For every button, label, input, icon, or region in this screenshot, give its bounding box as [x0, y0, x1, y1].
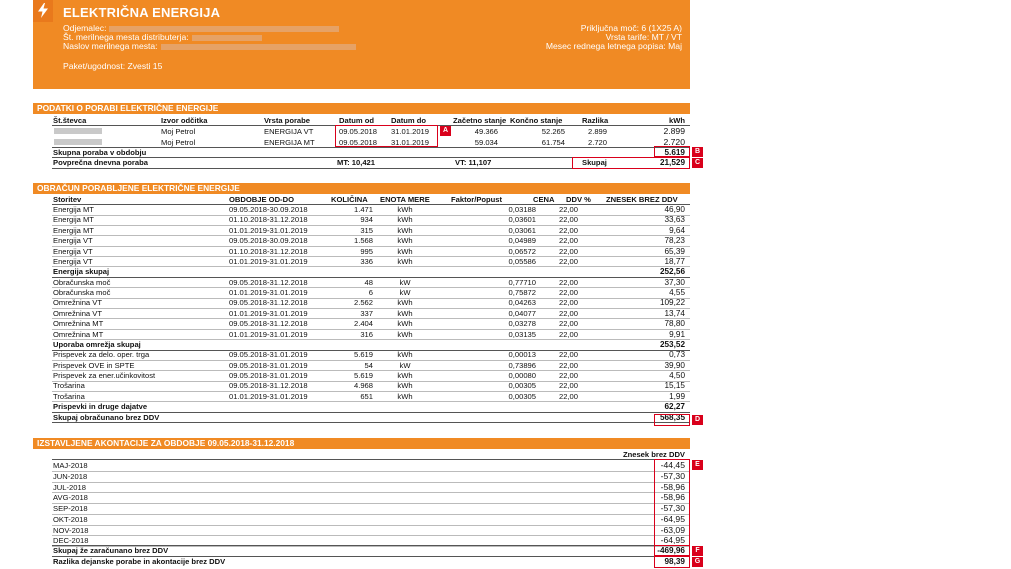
- col-meter: Št.števca: [53, 116, 87, 125]
- table-cell: 2.899: [587, 127, 607, 136]
- table-cell: kWh: [397, 205, 413, 214]
- table-cell: 22,00: [558, 225, 578, 235]
- table-cell: ENERGIJA VT: [264, 127, 314, 136]
- col-date-from: Datum od: [339, 116, 375, 125]
- table-cell: Trošarina: [53, 381, 85, 391]
- col-quantity: KOLIČINA: [331, 195, 368, 204]
- table-cell: 316: [360, 329, 373, 339]
- table-cell: 337: [360, 308, 373, 318]
- table-cell: 2.899: [663, 126, 685, 136]
- table-cell: 39,90: [664, 360, 685, 370]
- table-cell: 2.404: [353, 319, 373, 329]
- table-cell: 09.05.2018: [339, 127, 378, 136]
- advance-month: AVG-2018: [53, 493, 88, 503]
- highlight-box-e: [654, 459, 690, 546]
- table-cell: 5.619: [353, 350, 373, 360]
- table-cell: 0,06572: [508, 246, 536, 256]
- table-cell: Energija MT: [53, 215, 94, 225]
- table-cell: 0,05586: [508, 256, 536, 266]
- table-cell: 01.01.2019-31.01.2019: [229, 256, 308, 266]
- table-cell: 0,00305: [508, 381, 536, 391]
- table-cell: Energija VT: [53, 246, 93, 256]
- advance-amount: -44,45: [660, 460, 685, 470]
- table-cell: Prispevek OVE in SPTE: [53, 360, 135, 370]
- table-cell: kWh: [397, 329, 413, 339]
- table-cell: 934: [360, 215, 373, 225]
- advance-month: DEC-2018: [53, 536, 89, 546]
- table-cell: 4,50: [669, 371, 685, 381]
- table-cell: kWh: [397, 236, 413, 246]
- table-cell: 0,73896: [508, 360, 536, 370]
- highlight-box-b: [654, 146, 690, 157]
- table-cell: 31.01.2019: [391, 138, 430, 147]
- col-period: OBDOBJE OD-DO: [229, 195, 294, 204]
- table-cell: 37,30: [664, 277, 685, 287]
- table-cell: 0,00013: [508, 350, 536, 360]
- table-cell: 78,80: [664, 319, 685, 329]
- table-cell: 2.720: [587, 138, 607, 147]
- table-cell: 09.05.2018-31.12.2018: [229, 277, 308, 287]
- table-cell: kWh: [397, 246, 413, 256]
- row-separator: [52, 535, 690, 536]
- col-date-to: Datum do: [391, 116, 427, 125]
- meter-number-label: Št. merilnega mesta distributerja:: [63, 32, 189, 42]
- table-cell: Energija VT: [53, 236, 93, 246]
- table-cell: 22,00: [558, 256, 578, 266]
- table-cell: 9,64: [669, 225, 685, 235]
- table-cell: kW: [399, 288, 411, 298]
- table-cell: 22,00: [558, 277, 578, 287]
- advance-amount: -64,95: [660, 513, 685, 524]
- table-cell: 4.968: [353, 381, 373, 391]
- total-consumption-value: 5.619: [664, 148, 685, 157]
- tariff-type: Vrsta tarife: MT / VT: [605, 32, 682, 42]
- table-cell: 01.10.2018-31.12.2018: [229, 215, 308, 225]
- lightning-icon: [33, 0, 53, 22]
- table-cell: kWh: [397, 298, 413, 308]
- highlight-box-g: [654, 556, 690, 568]
- row-separator: [52, 401, 690, 402]
- table-cell: 0,00305: [508, 391, 536, 401]
- col-end: Končno stanje: [510, 116, 563, 125]
- table-cell: Obračunska moč: [53, 277, 111, 287]
- highlight-box-c: [572, 157, 690, 169]
- table-cell: 18,77: [664, 256, 685, 266]
- subtotal-cell: Skupaj obračunano brez DDV: [53, 412, 160, 422]
- row-separator: [52, 422, 690, 423]
- table-cell: 0,73: [669, 350, 685, 360]
- table-cell: 0,03601: [508, 215, 536, 225]
- table-cell: 22,00: [558, 371, 578, 381]
- table-cell: 0,00080: [508, 371, 536, 381]
- avg-daily-label: Povprečna dnevna poraba: [53, 158, 148, 167]
- table-cell: Omrežnina VT: [53, 298, 102, 308]
- table-cell: 09.05.2018-31.12.2018: [229, 298, 308, 308]
- redacted-meter: [54, 128, 102, 134]
- avg-mt: MT: 10,421: [337, 158, 375, 167]
- table-cell: 09.05.2018-31.01.2019: [229, 350, 308, 360]
- table-cell: 22,00: [558, 298, 578, 308]
- table-cell: 09.05.2018: [339, 138, 378, 147]
- subtotal-cell: 253,52: [659, 339, 685, 349]
- table-cell: 22,00: [558, 350, 578, 360]
- table-cell: Prispevek za delo. oper. trga: [53, 350, 150, 360]
- table-cell: 65,39: [664, 246, 685, 256]
- avg-total-label: Skupaj: [582, 158, 607, 167]
- table-cell: 0,04077: [508, 308, 536, 318]
- table-cell: Trošarina: [53, 391, 85, 401]
- invoice-header: [33, 0, 690, 89]
- table-cell: 651: [360, 391, 373, 401]
- col-source: Izvor odčitka: [161, 116, 208, 125]
- table-cell: 22,00: [558, 205, 578, 214]
- table-cell: kWh: [397, 308, 413, 318]
- subtotal-cell: Energija skupaj: [53, 267, 110, 277]
- table-cell: kWh: [397, 215, 413, 225]
- difference-value: 98,39: [664, 557, 685, 566]
- table-cell: Omrežnina MT: [53, 319, 104, 329]
- table-cell: 0,03061: [508, 225, 536, 235]
- advance-amount: -57,30: [660, 470, 685, 481]
- advances-total-value: -469,96: [657, 546, 685, 555]
- table-cell: 31.01.2019: [391, 127, 430, 136]
- marker-b: B: [692, 147, 703, 157]
- table-cell: 22,00: [558, 391, 578, 401]
- table-cell: 22,00: [558, 329, 578, 339]
- row-separator: [52, 492, 690, 493]
- table-cell: 09.05.2018-31.12.2018: [229, 381, 308, 391]
- table-cell: kWh: [397, 350, 413, 360]
- advance-amount: -63,09: [660, 524, 685, 535]
- table-cell: 01.01.2019-31.01.2019: [229, 308, 308, 318]
- reading-month: Mesec rednega letnega popisa: Maj: [545, 41, 682, 51]
- table-cell: 48: [364, 277, 373, 287]
- table-cell: kWh: [397, 381, 413, 391]
- table-cell: 22,00: [558, 246, 578, 256]
- table-cell: 336: [360, 256, 373, 266]
- table-cell: 0,03278: [508, 319, 536, 329]
- table-cell: 22,00: [558, 319, 578, 329]
- table-cell: 54: [364, 360, 373, 370]
- table-cell: 01.01.2019-31.01.2019: [229, 288, 308, 298]
- table-cell: 2.562: [353, 298, 373, 308]
- table-cell: 1.471: [353, 205, 373, 214]
- col-service: Storitev: [53, 195, 82, 204]
- table-cell: Omrežnina MT: [53, 329, 104, 339]
- table-cell: 13,74: [664, 308, 685, 318]
- package-label: Paket/ugodnost: Zvesti 15: [63, 61, 163, 71]
- table-cell: Omrežnina VT: [53, 308, 102, 318]
- total-consumption-label: Skupna poraba v obdobju: [53, 148, 147, 157]
- marker-g: G: [692, 557, 703, 567]
- table-cell: Prispevek za ener.učinkovitost: [53, 371, 156, 381]
- table-cell: 22,00: [558, 288, 578, 298]
- marker-f: F: [692, 546, 703, 556]
- connection-power: Priključna moč: 6 (1X25 A): [580, 23, 682, 33]
- subtotal-cell: 568,35: [659, 412, 685, 422]
- advance-amount: -57,30: [660, 503, 685, 513]
- table-cell: kWh: [397, 225, 413, 235]
- row-separator: [52, 339, 690, 340]
- col-factor: Faktor/Popust: [451, 195, 503, 204]
- advance-month: SEP-2018: [53, 504, 88, 513]
- advance-month: MAJ-2018: [53, 461, 88, 470]
- table-cell: 46,90: [664, 205, 685, 214]
- table-cell: 33,63: [664, 215, 685, 225]
- col-kwh: kWh: [668, 116, 685, 125]
- advances-total-label: Skupaj že zaračunano brez DDV: [53, 546, 169, 555]
- highlight-box-d: [654, 414, 690, 426]
- table-cell: 09.05.2018-30.09.2018: [229, 236, 308, 246]
- table-cell: ENERGIJA MT: [264, 138, 315, 147]
- table-cell: 315: [360, 225, 373, 235]
- table-cell: kW: [399, 277, 411, 287]
- marker-d: D: [692, 415, 703, 425]
- advance-month: OKT-2018: [53, 514, 88, 524]
- table-cell: 09.05.2018-31.12.2018: [229, 319, 308, 329]
- table-cell: 22,00: [558, 308, 578, 318]
- table-cell: 0,77710: [508, 277, 536, 287]
- difference-label: Razlika dejanske porabe in akontacije brez DDV: [53, 557, 226, 566]
- table-cell: 01.01.2019-31.01.2019: [229, 329, 308, 339]
- table-cell: kWh: [397, 371, 413, 381]
- table-cell: Energija MT: [53, 205, 94, 214]
- meter-address-label: Naslov merilnega mesta:: [63, 41, 158, 51]
- table-cell: 78,23: [664, 236, 685, 246]
- table-cell: 9,91: [669, 329, 685, 339]
- table-cell: 5.619: [353, 371, 373, 381]
- table-cell: 2.720: [663, 137, 685, 147]
- table-cell: 4,55: [669, 288, 685, 298]
- row-separator: [52, 471, 690, 472]
- section-consumption: PODATKI O PORABI ELEKTRIČNE ENERGIJE: [33, 103, 690, 114]
- table-cell: 09.05.2018-30.09.2018: [229, 205, 308, 214]
- row-separator: [52, 514, 690, 515]
- customer-label: Odjemalec:: [63, 23, 107, 33]
- table-cell: 109,22: [659, 298, 685, 308]
- row-separator: [52, 525, 690, 526]
- row-separator: [52, 266, 690, 267]
- col-advance-amount: Znesek brez DDV: [622, 450, 685, 459]
- table-cell: kWh: [397, 256, 413, 266]
- avg-total-value: 21,529: [659, 158, 685, 167]
- table-cell: 01.01.2019-31.01.2019: [229, 225, 308, 235]
- subtotal-cell: Uporaba omrežja skupaj: [53, 339, 141, 349]
- header-title: ELEKTRIČNA ENERGIJA: [63, 5, 221, 20]
- redacted-meter: [54, 139, 102, 145]
- table-cell: kWh: [397, 391, 413, 401]
- row-separator: [52, 482, 690, 483]
- table-cell: 09.05.2018-31.01.2019: [229, 360, 308, 370]
- table-cell: 1.568: [353, 236, 373, 246]
- avg-vt: VT: 11,107: [455, 158, 492, 167]
- marker-a: A: [440, 126, 451, 136]
- table-cell: Energija MT: [53, 225, 94, 235]
- advance-month: JUL-2018: [53, 482, 86, 492]
- marker-c: C: [692, 158, 703, 168]
- table-cell: 49.366: [474, 127, 498, 136]
- advance-month: NOV-2018: [53, 525, 89, 535]
- row-separator: [52, 503, 690, 504]
- table-cell: 0,75872: [508, 288, 536, 298]
- table-cell: 22,00: [558, 215, 578, 225]
- advance-month: JUN-2018: [53, 471, 88, 481]
- col-vat: DDV %: [566, 195, 591, 204]
- section-billing: OBRAČUN PORABLJENE ELEKTRIČNE ENERGIJE: [33, 183, 690, 194]
- table-cell: kW: [399, 360, 411, 370]
- highlight-box-a: [335, 125, 438, 147]
- table-cell: 01.01.2019-31.01.2019: [229, 391, 308, 401]
- table-cell: 0,04989: [508, 236, 536, 246]
- table-cell: 22,00: [558, 381, 578, 391]
- table-cell: 1,99: [669, 391, 685, 401]
- table-cell: Moj Petrol: [161, 138, 196, 147]
- table-cell: 52.265: [541, 127, 565, 136]
- table-cell: 15,15: [664, 381, 685, 391]
- col-amount: ZNESEK BREZ DDV: [606, 195, 678, 204]
- table-cell: Moj Petrol: [161, 127, 196, 136]
- marker-e: E: [692, 460, 703, 470]
- table-cell: 22,00: [558, 360, 578, 370]
- table-cell: 61.754: [541, 138, 565, 147]
- table-cell: 0,04263: [508, 298, 536, 308]
- col-start: Začetno stanje: [453, 116, 507, 125]
- col-type: Vrsta porabe: [264, 116, 311, 125]
- table-cell: 09.05.2018-31.01.2019: [229, 371, 308, 381]
- table-cell: 0,03188: [508, 205, 536, 214]
- table-cell: 59.034: [474, 138, 498, 147]
- subtotal-cell: Prispevki in druge dajatve: [53, 402, 148, 412]
- table-cell: 0,03135: [508, 329, 536, 339]
- table-cell: 22,00: [558, 236, 578, 246]
- advance-amount: -58,96: [660, 481, 685, 492]
- highlight-box-f: [654, 545, 690, 556]
- col-unit: ENOTA MERE: [380, 195, 430, 204]
- advance-amount: -64,95: [660, 535, 685, 546]
- subtotal-cell: 252,56: [659, 267, 685, 277]
- table-cell: Energija VT: [53, 256, 93, 266]
- col-price: CENA: [533, 195, 555, 204]
- table-cell: 01.10.2018-31.12.2018: [229, 246, 308, 256]
- table-cell: kWh: [397, 319, 413, 329]
- table-cell: 995: [360, 246, 373, 256]
- col-diff: Razlika: [582, 116, 609, 125]
- table-cell: Obračunska moč: [53, 288, 111, 298]
- table-cell: 6: [368, 288, 373, 298]
- subtotal-cell: 62,27: [664, 402, 685, 412]
- advance-amount: -58,96: [660, 492, 685, 503]
- section-advances: IZSTAVLJENE AKONTACIJE ZA OBDOBJE 09.05.2018-31.12.2018: [33, 438, 690, 449]
